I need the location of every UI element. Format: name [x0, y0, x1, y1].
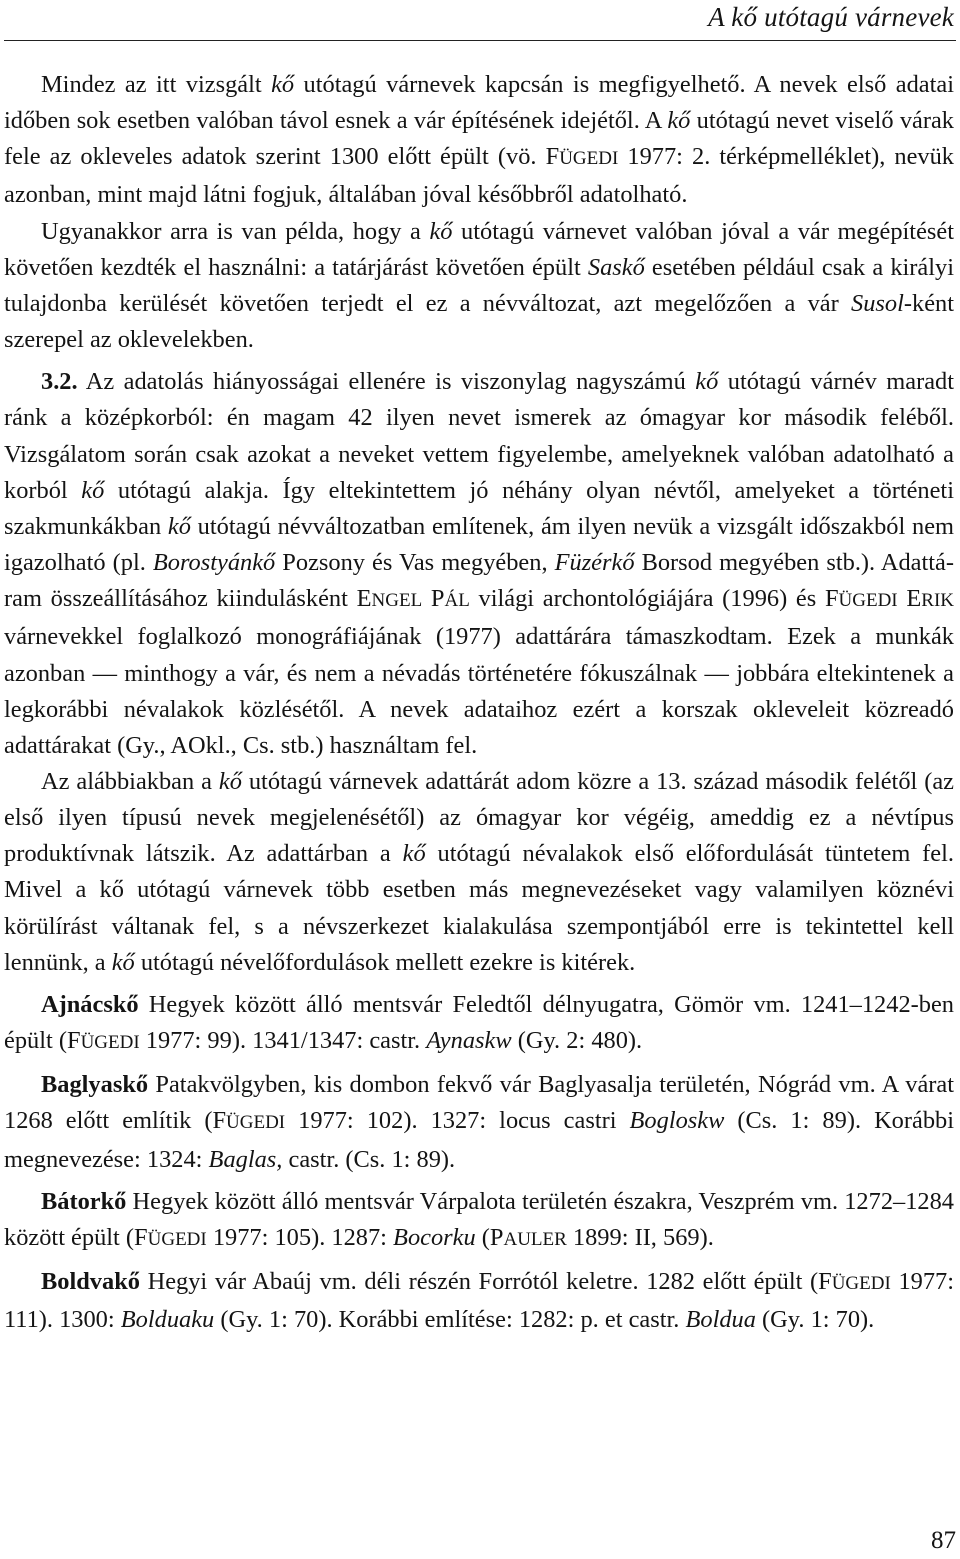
text-run: utótagú névváltozatban említenek, ám ilyen nevük a vizsgált időszakból nem igazolható (pl. — [4, 512, 955, 577]
text-run: (Gy. 1: 70). — [755, 1306, 875, 1334]
text-run: (Cs. 1: 89). Korábbi megnevezése: 1324: — [4, 1107, 954, 1173]
running-header: A kő utótagú várnevek — [708, 2, 954, 32]
italic-run: kő — [429, 217, 453, 245]
small-caps-run: ÜGEDI — [80, 1032, 140, 1054]
text-run: utótagú nevet viselő várak fele az okleveles adatok szerint 1300 előtt épült (vö. F — [4, 107, 954, 171]
text-run: utótagú várnevek kapcsán is megfigyelhető. A nevek első adatai időben sok esetben valóban távol esnek a vár építésének idejétől. A — [4, 71, 954, 135]
bold-run: 3.2. — [41, 368, 78, 396]
entry-ajnacsko — [4, 987, 954, 1061]
text-run: 1977: 111). 1300: — [4, 1268, 955, 1334]
bold-run: Boldvakő — [41, 1268, 140, 1295]
text-run: -ként szerepel az oklevelekben. — [4, 289, 954, 354]
small-caps-run: NGEL — [371, 590, 423, 612]
text-run: P — [422, 585, 445, 613]
italic-run: kő — [81, 476, 105, 504]
text-run: 1899: II, 569). — [566, 1223, 714, 1251]
text-run: 1977: 105). 1287: — [206, 1223, 394, 1251]
italic-run: Saskő — [587, 253, 645, 281]
text-run: 1977: 99). 1341/1347: castr. — [139, 1027, 427, 1055]
entry-boldvako — [4, 1264, 954, 1338]
text-run: Hegyek között álló mentsvár Feledtől délnyugatra, Gömör vm. 1241–1242-ben épült (F — [4, 990, 954, 1055]
small-caps-run: ÁL — [444, 590, 470, 612]
small-caps-run: AULER — [503, 1228, 567, 1250]
text-run: (Gy. 2: 480). — [511, 1027, 643, 1055]
italic-run: kő — [402, 840, 426, 868]
text-run: Pozsony és Vas megyében, — [275, 549, 555, 577]
text-run: 1977: 2. térképmelléklet), nevük azonban, mint majd látni fogjuk, általában jóval későbbről adatolható. — [4, 143, 955, 209]
paragraph-data-intro — [4, 764, 954, 981]
bold-run: Bátorkő — [41, 1187, 127, 1215]
italic-run: kő — [167, 512, 191, 540]
italic-run: Aynaskw — [426, 1027, 512, 1055]
entry-batorko — [4, 1184, 954, 1258]
text-run: utótagú várnév maradt ránk a középkorból: én magam 42 ilyen nevet ismerek az ómagyar kor második feléből. Vizsgálatom során csak azokat a neveket vettem figyelembe, amelyeknek valóban adatolható a korból — [4, 368, 954, 504]
italic-run: Bocorku — [393, 1223, 476, 1251]
small-caps-run: ÜGEDI — [831, 1273, 891, 1294]
paragraph-section-3-2 — [4, 364, 954, 764]
italic-run: kő — [218, 767, 242, 795]
text-run: utótagú várnevet valóban jóval a vár megépítését követően kezdték el használni: a tatárjárást követően épült — [4, 217, 954, 281]
bold-run: Ajnácskő — [41, 990, 139, 1018]
italic-run: Borostyánkő — [152, 549, 276, 577]
page-number: 87 — [931, 1527, 956, 1554]
italic-run: Boldua — [685, 1306, 756, 1334]
bold-run: Baglyaskő — [41, 1071, 149, 1099]
text-body — [4, 67, 954, 1338]
italic-run: Baglas, — [208, 1145, 283, 1173]
text-run: (P — [475, 1223, 504, 1251]
text-run: utótagú névalakok első előfordulását tüntetem fel. Mivel a kő utótagú várnevek több esetben más megnevezéseket vagy valamilyen köznévi körülírást váltanak fel, s a névszerkezet kialakulása szempontjából erre is tekintettel kell lennünk, a — [4, 840, 954, 976]
header-rule — [4, 40, 956, 41]
text-run: Borsod megyében stb.). Adattáram összeállításához kiindulásként E — [4, 549, 954, 613]
text-run: Ugyanakkor arra is van példa, hogy a — [41, 217, 430, 245]
italic-run: kő — [111, 948, 135, 976]
text-run: utótagú alakja. Így eltekintettem jó néhány olyan névtől, amelyeket a történeti szakmunkákban — [4, 476, 954, 540]
text-run: E — [897, 585, 922, 613]
text-run: esetében például csak a királyi tulajdonba kerülését követően terjedt el ez a névváltozat, azt megelőzően a vár — [4, 253, 954, 317]
paragraph-example — [4, 214, 954, 359]
italic-run: kő — [695, 368, 719, 396]
small-caps-run: ÜGEDI — [838, 590, 898, 612]
text-run: Hegyi vár Abaúj vm. déli részén Forrótól keletre. 1282 előtt épült (F — [139, 1268, 832, 1295]
italic-run: Susol — [851, 289, 904, 317]
italic-run: kő — [667, 107, 691, 135]
italic-run: Bogloskw — [629, 1107, 725, 1135]
text-run: világi archontológiájára (1996) és F — [469, 585, 839, 613]
italic-run: Füzérkő — [554, 549, 635, 577]
text-run: Mindez az itt vizsgált — [41, 71, 272, 98]
small-caps-run: ÜGEDI — [226, 1112, 286, 1134]
paragraph-intro — [4, 67, 954, 214]
text-run: 1977: 102). 1327: locus castri — [285, 1107, 630, 1135]
small-caps-run: ÜGEDI — [147, 1228, 207, 1250]
text-run: Az adatolás hiányosságai ellenére is viszonylag nagyszámú — [77, 368, 696, 396]
italic-run: kő — [271, 71, 295, 98]
text-run: (Gy. 1: 70). Korábbi említése: 1282: p. et castr. — [214, 1306, 686, 1334]
text-run: Hegyek között álló mentsvár Várpalota területén északra, Veszprém vm. 1272–1284 között épült (F — [4, 1187, 954, 1251]
entry-baglyasko — [4, 1067, 954, 1177]
italic-run: Bolduaku — [120, 1306, 215, 1334]
text-run: utótagú névelőfordulások mellett ezekre is kitérek. — [134, 948, 636, 976]
small-caps-run: ÜGEDI — [559, 148, 619, 170]
text-run: castr. (Cs. 1: 89). — [282, 1145, 456, 1173]
text-run: utótagú várnevek adattárát adom közre a 13. század második felétől (az első ilyen típusú nevek megjelenésétől) az ómagyar kor végéig, ameddig ez a névtípus produktívnak látszik. Az adattárban a — [4, 767, 954, 868]
text-run: várnevekkel foglalkozó monográfiájának (1977) adattárára támaszkodtam. Ezek a munkák azonban — minthogy a vár, és nem a névadás történetére fókuszálnak — jobbára eltekintenek a legkorábbi névalakok közlésétől. A nevek adataihoz ezért a korszak okleveleit közreadó adattárakat (Gy., AOkl., Cs. stb.) használtam fel. — [4, 623, 954, 759]
text-run: Az alábbiakban a — [41, 767, 219, 795]
text-run: Patakvölgyben, kis dombon fekvő vár Baglyasalja területén, Nógrád vm. A várat 1268 előtt említik (F — [4, 1071, 954, 1135]
small-caps-run: RIK — [921, 590, 954, 612]
